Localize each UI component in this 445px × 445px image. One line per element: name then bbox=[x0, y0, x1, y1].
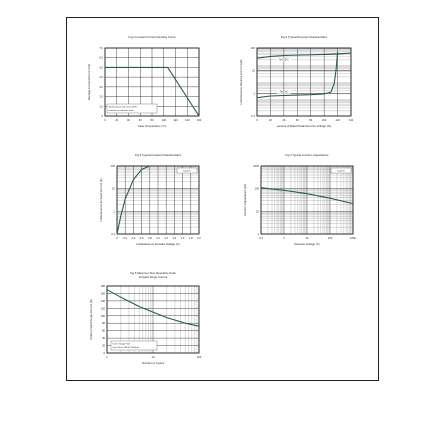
x-tick-label: 100 bbox=[161, 119, 166, 122]
annotation-text: Single phase half wave 60 Hz bbox=[108, 106, 138, 109]
y-tick-label: 100 bbox=[100, 314, 105, 318]
x-tick-label: 0 bbox=[104, 119, 106, 122]
y-tick-label: 1.0 bbox=[99, 105, 103, 109]
annotation-text: 8.3ms Single Half bbox=[112, 343, 130, 346]
x-tick-label: 60 bbox=[138, 119, 142, 122]
y-tick-label: 6.0 bbox=[99, 56, 103, 60]
x-tick-label: 1000 bbox=[350, 237, 356, 240]
annotation-text: resistive or inductive load bbox=[108, 110, 134, 112]
y-tick-label: 180 bbox=[100, 285, 105, 288]
y-tick-label: 1 bbox=[257, 233, 259, 236]
y-tick-label: 0.1 bbox=[251, 115, 255, 118]
charts-canvas bbox=[67, 18, 378, 380]
y-axis-label: Peak Forward Surge Current (A) bbox=[89, 299, 93, 340]
chart-1 bbox=[87, 35, 202, 128]
x-tick-label: 1.0 bbox=[156, 237, 160, 240]
x-axis-label: percent of Rated Peak Reverse Voltage (%) bbox=[276, 124, 332, 128]
x-tick-label: 160 bbox=[196, 119, 202, 122]
x-tick-label: 140 bbox=[348, 119, 354, 122]
x-tick-label: 60 bbox=[295, 119, 299, 122]
x-tick-label: 0.2 bbox=[123, 237, 128, 240]
x-tick-label: 2.0 bbox=[197, 237, 201, 240]
y-tick-label: 20 bbox=[102, 344, 105, 348]
chart-3 bbox=[99, 153, 201, 246]
y-tick-label: 1 bbox=[253, 92, 255, 96]
x-axis-label: Case Temperature (°C) bbox=[137, 124, 167, 128]
x-tick-label: 1.8 bbox=[188, 237, 193, 240]
y-tick-label: 60 bbox=[102, 329, 105, 333]
x-axis-label: Number of Cycles bbox=[141, 361, 165, 365]
x-tick-label: 0 bbox=[116, 237, 118, 240]
y-axis-label: Instantaneous Reverse Current (µA) bbox=[239, 59, 243, 105]
x-tick-label: 0.1 bbox=[259, 237, 263, 240]
y-tick-label: 1000 bbox=[253, 165, 259, 168]
x-tick-label: 40 bbox=[127, 119, 130, 122]
x-tick-label: 20 bbox=[268, 119, 272, 122]
y-tick-label: 160 bbox=[100, 292, 105, 296]
x-tick-label: 140 bbox=[185, 119, 190, 122]
y-tick-label: 4.0 bbox=[99, 76, 103, 80]
x-tick-label: 80 bbox=[150, 119, 154, 122]
datasheet-frame bbox=[66, 17, 379, 381]
y-tick-label: 5.0 bbox=[99, 66, 103, 70]
x-tick-label: 40 bbox=[282, 119, 286, 122]
chart-title: Fig.5 Maximum Non-Repetitive Peak bbox=[130, 271, 176, 275]
x-tick-label: 100 bbox=[321, 119, 327, 122]
x-tick-label: 120 bbox=[173, 119, 178, 122]
x-axis-label: Reverse Voltage (V) bbox=[294, 242, 320, 246]
y-axis-label: Average Forward Current (A) bbox=[87, 63, 91, 101]
y-axis-label: Instantaneous Forward Current (A) bbox=[99, 178, 103, 222]
chart-5 bbox=[89, 271, 202, 365]
y-tick-label: 1 bbox=[113, 210, 115, 214]
y-axis-label: Junction Capacitance (pF) bbox=[243, 183, 247, 217]
x-tick-label: 0.4 bbox=[131, 237, 136, 240]
y-tick-label: 10 bbox=[252, 69, 255, 73]
series-label: Tj=125°C bbox=[278, 58, 289, 62]
x-tick-label: 0.8 bbox=[147, 237, 152, 240]
x-tick-label: 1.2 bbox=[164, 237, 169, 240]
x-axis-label: Instantaneous Forward Voltage (V) bbox=[136, 242, 180, 246]
x-tick-label: 100 bbox=[196, 356, 202, 359]
annotation-text: Tj=25°C bbox=[183, 170, 191, 173]
x-tick-label: 10 bbox=[151, 356, 155, 359]
y-tick-label: 120 bbox=[100, 307, 105, 311]
annotation-text: Sine Wave JEDEC Method bbox=[112, 347, 139, 349]
x-tick-label: 1.6 bbox=[180, 237, 185, 240]
y-tick-label: 0 bbox=[101, 115, 103, 118]
y-tick-label: 3.0 bbox=[99, 85, 103, 89]
y-tick-label: 0.1 bbox=[111, 233, 115, 236]
y-tick-label: 140 bbox=[100, 299, 105, 303]
chart-4 bbox=[243, 153, 356, 246]
y-tick-label: 40 bbox=[102, 337, 105, 341]
y-tick-label: 100 bbox=[254, 187, 259, 191]
series-label: Tj=25°C bbox=[279, 90, 289, 94]
y-tick-label: 100 bbox=[110, 165, 115, 168]
chart-2 bbox=[239, 35, 354, 128]
chart-title: Fig.1 Forward Current Derating Curve bbox=[128, 35, 176, 39]
x-tick-label: 1.4 bbox=[172, 237, 177, 240]
x-tick-label: 80 bbox=[309, 119, 313, 122]
chart-title: Fig.3 Typical Forward Characteristics bbox=[135, 153, 181, 157]
chart-title: Fig.4 Typical Junction Capacitance bbox=[285, 153, 329, 157]
x-tick-label: 100 bbox=[327, 237, 333, 240]
x-tick-label: 0.6 bbox=[139, 237, 144, 240]
y-tick-label: 10 bbox=[256, 210, 259, 214]
x-tick-label: 1 bbox=[106, 356, 108, 359]
x-tick-label: 1 bbox=[283, 237, 285, 240]
chart-title: Forward Surge Current bbox=[138, 275, 168, 279]
y-tick-label: 10 bbox=[112, 187, 115, 191]
y-tick-label: 80 bbox=[102, 322, 105, 326]
y-tick-label: 7.0 bbox=[99, 47, 103, 50]
annotation-text: Tj=25°C bbox=[337, 170, 345, 173]
x-tick-label: 20 bbox=[115, 119, 119, 122]
y-tick-label: 0 bbox=[103, 352, 105, 355]
y-tick-label: 100 bbox=[250, 47, 255, 50]
x-tick-label: 10 bbox=[305, 237, 309, 240]
chart-title: Fig.2 Typical Reverse Characteristics bbox=[280, 35, 328, 39]
x-tick-label: 0 bbox=[256, 119, 258, 122]
x-tick-label: 120 bbox=[335, 119, 340, 122]
y-tick-label: 2.0 bbox=[99, 95, 103, 99]
